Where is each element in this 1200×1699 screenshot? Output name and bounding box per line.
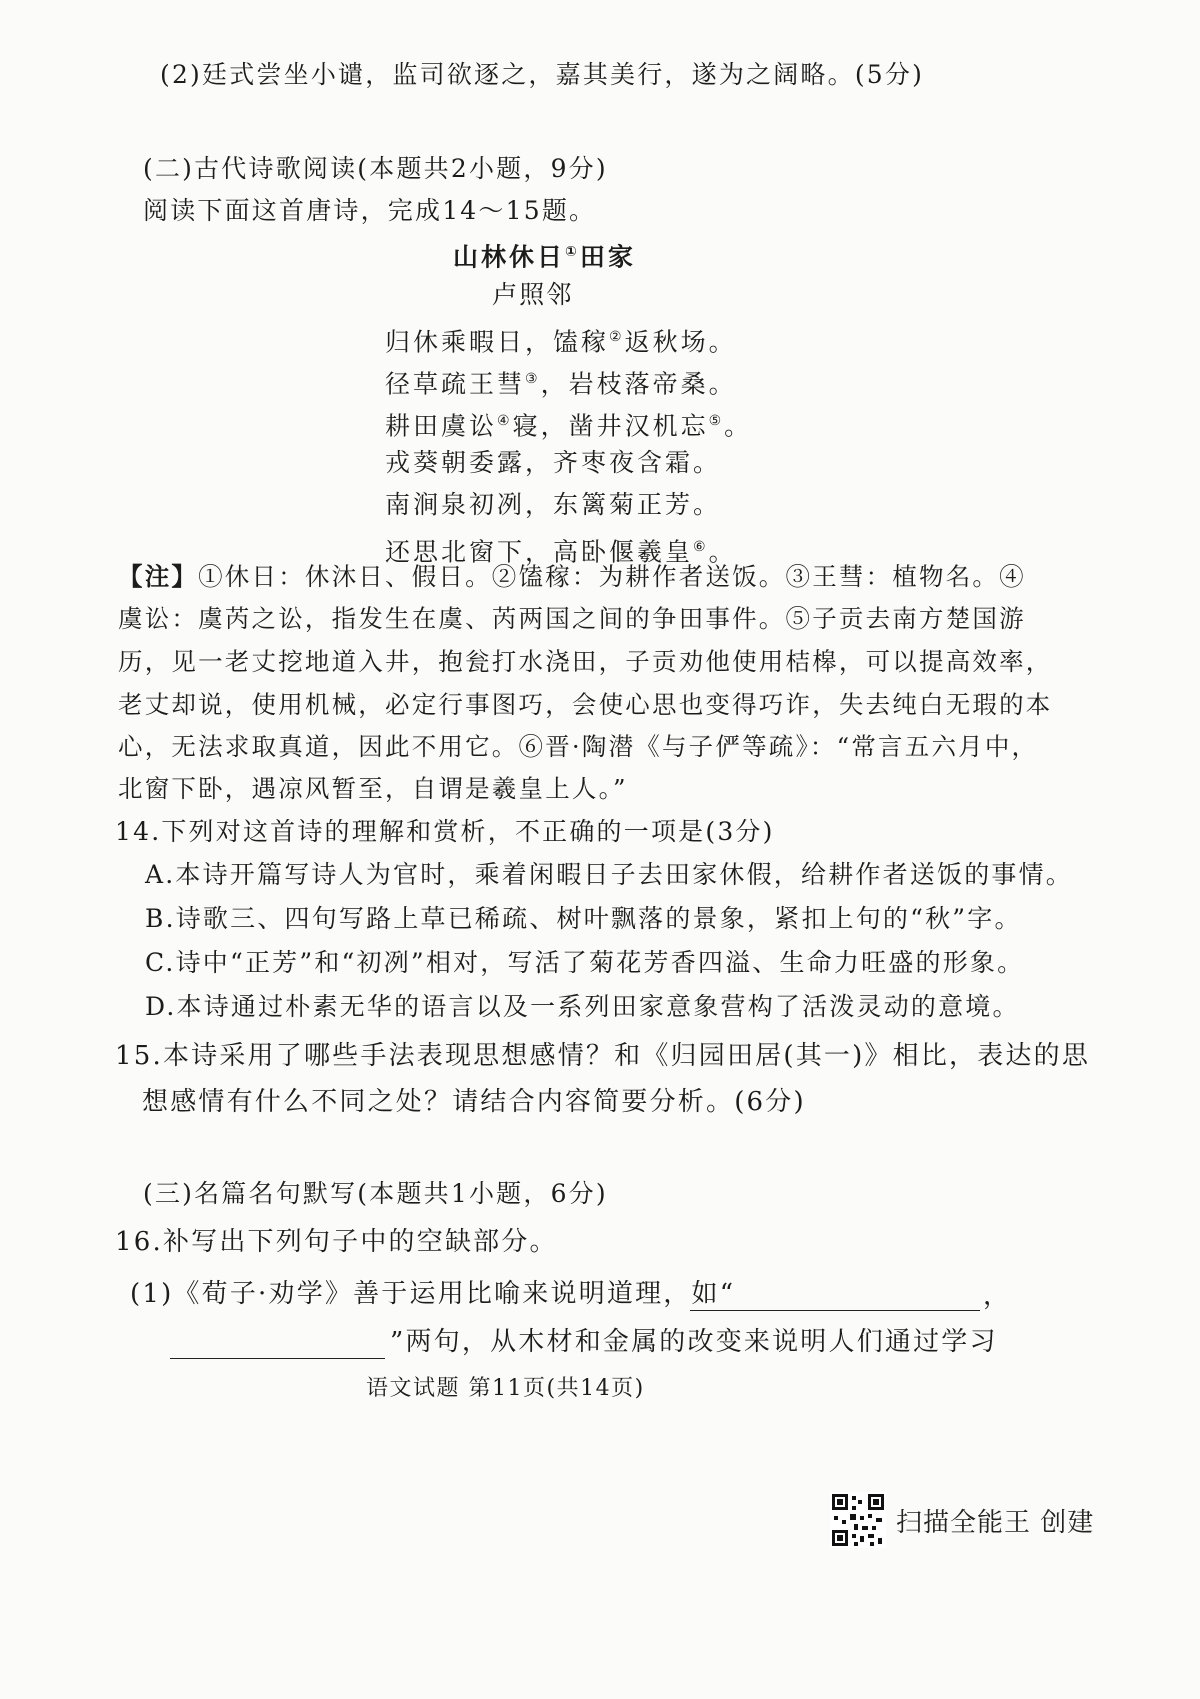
- question-14-option-b: B.诗歌三、四句写路上草已稀疏、树叶飘落的景象，紧扣上句的“秋”字。: [145, 904, 1022, 933]
- question-14-option-d: D.本诗通过朴素无华的语言以及一系列田家意象营构了活泼灵动的意境。: [145, 992, 1020, 1021]
- poem-text: 耕田虞讼: [385, 411, 498, 441]
- poem-text: 。: [724, 411, 753, 441]
- poem-text: 。: [708, 537, 737, 567]
- note-marker: ④: [497, 413, 513, 429]
- question-16-part-1-comma: ，: [983, 1281, 1012, 1311]
- note-text: 老丈却说，使用机械，必定行事图巧，会使心思也变得巧诈，失去纯白无瑕的本: [118, 690, 1053, 719]
- note-text: 虞讼：虞芮之讼，指发生在虞、芮两国之间的争田事件。⑤子贡去南方楚国游: [118, 604, 1026, 633]
- note-line: [118, 602, 1026, 636]
- note-line: [118, 730, 1038, 764]
- question-13-2: (2)廷式尝坐小谴，监司欲逐之，嘉其美行，遂为之阔略。(5分): [160, 60, 925, 89]
- note-text: 历，见一老丈挖地道入井，抱瓮打水浇田，子贡劝他使用桔槔，可以提高效率，: [118, 647, 1053, 676]
- answer-blank-1[interactable]: [690, 1310, 980, 1311]
- note-text: 北窗下卧，遇凉风暂至，自谓是羲皇上人。”: [118, 774, 628, 803]
- qr-code-icon: [830, 1492, 886, 1548]
- question-14-option-a: A.本诗开篇写诗人为官时，乘着闲暇日子去田家休假，给耕作者送饭的事情。: [145, 860, 1074, 889]
- poem-text: 戎葵朝委露，齐枣夜含霜。: [385, 448, 722, 477]
- section-2-header: (二)古代诗歌阅读(本题共2小题，9分): [143, 154, 608, 183]
- scanner-watermark: [830, 1492, 1094, 1548]
- poem-text: 径草疏王彗: [385, 369, 526, 399]
- poem-text: ，岩枝落帝桑。: [540, 369, 737, 399]
- poem-line: [385, 362, 737, 401]
- note-line: [118, 645, 1053, 679]
- poem-title: [453, 235, 636, 274]
- question-14-option-c: C.诗中“正芳”和“初冽”相对，写活了菊花芳香四溢、生命力旺盛的形象。: [145, 948, 1025, 977]
- question-16-part-1-start: (1)《荀子·劝学》善于运用比喻来说明道理，如“: [130, 1279, 736, 1309]
- poem-text: 归休乘暇日，馌稼: [385, 327, 610, 357]
- poem-title-main: 山林休日: [453, 242, 566, 272]
- watermark-text: 扫描全能王 创建: [896, 1507, 1095, 1538]
- question-14-stem: 14.下列对这首诗的理解和赏析，不正确的一项是(3分): [115, 817, 775, 846]
- poem-title-note-marker: ①: [565, 244, 580, 260]
- poem-text: 还思北窗下，高卧偃羲皇: [385, 537, 694, 567]
- question-16-stem: 16.补写出下列句子中的空缺部分。: [115, 1227, 558, 1257]
- poem-title-tail: 田家: [579, 242, 636, 272]
- poem-text: 返秋场。: [624, 327, 737, 357]
- question-15-line-1: 15.本诗采用了哪些手法表现思想感情？和《归园田居(其一)》相比，表达的思: [115, 1041, 1091, 1071]
- section-3-header: (三)名篇名句默写(本题共1小题，6分): [143, 1179, 608, 1208]
- page-footer: 语文试题 第11页(共14页): [366, 1376, 645, 1401]
- poem-text: 南涧泉初冽，东篱菊正芳。: [385, 490, 722, 519]
- note-line: [118, 560, 1026, 594]
- note-line: [118, 772, 628, 806]
- question-15-line-2: 想感情有什么不同之处？请结合内容简要分析。(6分): [142, 1087, 806, 1117]
- poem-author: 卢照邻: [492, 280, 574, 309]
- note-line: [118, 688, 1053, 722]
- poem-line: [385, 488, 721, 522]
- note-text: ①休日：休沐日、假日。②馌稼：为耕作者送饭。③王彗：植物名。④: [198, 562, 1026, 591]
- note-marker: ③: [525, 371, 541, 387]
- note-marker: ②: [609, 329, 625, 345]
- question-16-part-1-end: ”两句，从木材和金属的改变来说明人们通过学习: [390, 1327, 998, 1357]
- note-label: 【注】: [118, 562, 199, 591]
- poem-text: 寝，凿井汉机忘: [512, 411, 709, 441]
- poem-line: [385, 446, 721, 480]
- answer-blank-2[interactable]: [170, 1358, 385, 1359]
- poem-line: [385, 320, 737, 359]
- note-text: 心，无法求取真道，因此不用它。⑥晋·陶潜《与子俨等疏》：“常言五六月中，: [118, 732, 1039, 761]
- note-marker: ⑤: [708, 413, 725, 429]
- section-2-intro: 阅读下面这首唐诗，完成14～15题。: [143, 196, 597, 225]
- poem-line: [385, 404, 752, 443]
- note-marker: ⑥: [693, 539, 709, 555]
